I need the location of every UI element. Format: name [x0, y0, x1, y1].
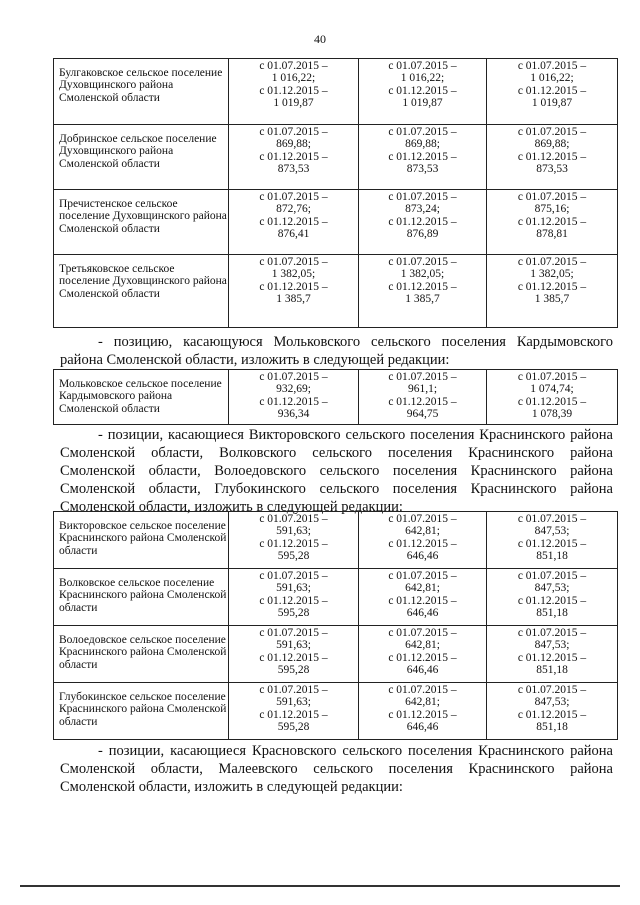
settlement-name: Пречистенское сельское поселение Духовщинского района Смоленской области — [54, 190, 229, 255]
tariff-line: 869,88; — [276, 138, 311, 151]
tariff-line: с 01.12.2015 – — [388, 537, 457, 550]
tariff-cell — [487, 683, 618, 740]
settlement-name: Волоедовское сельское поселение Краснинского района Смоленской области — [54, 626, 229, 683]
tariff-line: с 01.07.2015 – — [517, 513, 587, 525]
tariff-cell — [487, 626, 618, 683]
table-row — [54, 370, 618, 425]
tariff-line: 873,24; — [405, 203, 440, 216]
tariff-cell — [487, 569, 618, 626]
tariff-cell — [487, 190, 618, 255]
tariff-line: с 01.12.2015 – — [259, 651, 328, 664]
tariff-table-krasninsky — [53, 511, 618, 740]
tariff-cell — [229, 683, 359, 740]
tariff-line: с 01.12.2015 – — [517, 395, 587, 408]
tariff-line: с 01.07.2015 – — [259, 627, 328, 639]
tariff-cell — [229, 512, 359, 569]
tariff-line: 1 382,05; — [530, 268, 574, 281]
bottom-rule — [20, 885, 620, 887]
tariff-line: с 01.07.2015 – — [388, 191, 457, 203]
settlement-name: Викторовское сельское поселение Краснинского района Смоленской области — [54, 512, 229, 569]
paragraph-molkovskoe: - позицию, касающуюся Мольковского сельского поселения Кардымовского района Смоленской области, изложить в следующей редакции: — [60, 334, 613, 368]
tariff-line: 595,28 — [277, 663, 310, 676]
tariff-line: с 01.12.2015 – — [388, 280, 457, 293]
tariff-line: с 01.12.2015 – — [259, 395, 328, 408]
tariff-line: с 01.07.2015 – — [259, 371, 328, 383]
tariff-line: с 01.12.2015 – — [517, 594, 587, 607]
tariff-line: 591,63; — [276, 525, 311, 538]
tariff-line: 642,81; — [405, 525, 440, 538]
tariff-line: с 01.12.2015 – — [259, 594, 328, 607]
tariff-cell — [229, 569, 359, 626]
tariff-line: с 01.07.2015 – — [388, 570, 457, 582]
tariff-cell — [229, 125, 359, 190]
tariff-line: с 01.12.2015 – — [517, 215, 587, 228]
settlement-name: Волковское сельское поселение Краснинского района Смоленской области — [54, 569, 229, 626]
tariff-line: с 01.07.2015 – — [259, 126, 328, 138]
tariff-line: 873,53 — [536, 162, 568, 175]
tariff-line: 1 078,39 — [531, 407, 573, 420]
tariff-cell — [229, 370, 359, 425]
tariff-line: 1 016,22; — [271, 72, 316, 85]
tariff-line: с 01.12.2015 – — [259, 280, 328, 293]
tariff-line: с 01.07.2015 – — [517, 684, 587, 696]
settlement-name: Мольковское сельское поселение Кардымовского района Смоленской области — [54, 370, 229, 425]
tariff-line: с 01.12.2015 – — [388, 395, 457, 408]
tariff-line: с 01.07.2015 – — [259, 513, 328, 525]
tariff-line: 873,53 — [277, 162, 310, 175]
tariff-line: 642,81; — [405, 696, 440, 709]
tariff-line: с 01.07.2015 – — [517, 60, 587, 72]
tariff-line: с 01.12.2015 – — [388, 84, 457, 97]
tariff-cell — [359, 255, 487, 328]
tariff-line: с 01.12.2015 – — [517, 280, 587, 293]
tariff-line: 1 385,7 — [534, 292, 570, 305]
table-row — [54, 569, 618, 626]
tariff-cell — [487, 255, 618, 328]
tariff-table-molkovskoe — [53, 369, 618, 425]
tariff-line: 1 385,7 — [276, 292, 311, 305]
tariff-line: 646,46 — [406, 663, 439, 676]
tariff-cell — [359, 59, 487, 125]
tariff-line: с 01.12.2015 – — [388, 708, 457, 721]
tariff-cell — [359, 626, 487, 683]
tariff-line: 869,88; — [534, 138, 570, 151]
page-number: 40 — [314, 32, 326, 46]
tariff-line: с 01.12.2015 – — [259, 84, 328, 97]
tariff-cell — [487, 370, 618, 425]
tariff-cell — [359, 190, 487, 255]
tariff-line: 1 019,87 — [531, 96, 573, 109]
tariff-line: 591,63; — [276, 639, 311, 652]
settlement-name: Глубокинское сельское поселение Краснинского района Смоленской области — [54, 683, 229, 740]
tariff-line: с 01.12.2015 – — [517, 537, 587, 550]
tariff-line: 591,63; — [276, 582, 311, 595]
tariff-line: с 01.07.2015 – — [259, 60, 328, 72]
tariff-line: 932,69; — [276, 383, 311, 396]
tariff-cell — [229, 59, 359, 125]
tariff-line: с 01.12.2015 – — [517, 651, 587, 664]
tariff-line: с 01.07.2015 – — [388, 126, 457, 138]
tariff-line: с 01.07.2015 – — [388, 684, 457, 696]
tariff-line: 872,76; — [276, 203, 311, 216]
tariff-line: 642,81; — [405, 639, 440, 652]
tariff-line: 873,53 — [406, 162, 439, 175]
tariff-line: 1 382,05; — [400, 268, 445, 281]
tariff-line: с 01.12.2015 – — [259, 537, 328, 550]
tariff-line: 595,28 — [277, 720, 310, 733]
tariff-line: с 01.07.2015 – — [388, 256, 457, 268]
tariff-line: с 01.12.2015 – — [517, 150, 587, 163]
tariff-line: с 01.07.2015 – — [517, 191, 587, 203]
tariff-line: 646,46 — [406, 606, 439, 619]
paragraph-krasninsky-four: - позиции, касающиеся Викторовского сельского поселения Краснинского района Смоленской области, Волковского сельского поселения Краснинского района Смоленской области, Волоедовского сельского поселения Краснинского района Смоленской области, Глубокинского сельского поселения Краснинского района Смоленской области, изложить в следующей редакции: — [60, 427, 613, 515]
tariff-line: 1 019,87 — [273, 96, 314, 109]
tariff-line: с 01.07.2015 – — [517, 126, 587, 138]
tariff-line: с 01.12.2015 – — [388, 150, 457, 163]
tariff-line: 595,28 — [277, 606, 310, 619]
tariff-line: 1 016,22; — [400, 72, 445, 85]
tariff-line: 1 074,74; — [530, 383, 574, 396]
tariff-line: 847,53; — [534, 639, 570, 652]
tariff-line: с 01.12.2015 – — [388, 651, 457, 664]
tariff-line: 1 016,22; — [530, 72, 574, 85]
tariff-cell — [229, 255, 359, 328]
table-row — [54, 125, 618, 190]
tariff-line: с 01.07.2015 – — [259, 684, 328, 696]
tariff-cell — [229, 190, 359, 255]
tariff-line: 876,89 — [406, 227, 439, 240]
tariff-cell — [487, 125, 618, 190]
tariff-line: с 01.12.2015 – — [259, 215, 328, 228]
tariff-line: 936,34 — [277, 407, 310, 420]
tariff-line: 847,53; — [534, 525, 570, 538]
tariff-line: с 01.07.2015 – — [259, 191, 328, 203]
tariff-line: 1 385,7 — [405, 292, 440, 305]
tariff-table-dukhovshchinsky — [53, 58, 618, 328]
tariff-line: с 01.07.2015 – — [259, 256, 328, 268]
tariff-cell — [359, 512, 487, 569]
tariff-cell — [487, 512, 618, 569]
tariff-cell — [359, 370, 487, 425]
tariff-line: с 01.07.2015 – — [388, 371, 457, 383]
tariff-line: 961,1; — [407, 383, 438, 396]
tariff-line: 847,53; — [534, 582, 570, 595]
tariff-cell — [229, 626, 359, 683]
tariff-line: 646,46 — [406, 549, 439, 562]
table-row — [54, 59, 618, 125]
tariff-line: 851,18 — [536, 549, 568, 562]
tariff-line: с 01.12.2015 – — [517, 84, 587, 97]
tariff-line: 642,81; — [405, 582, 440, 595]
settlement-name: Третьяковское сельское поселение Духовщинского района Смоленской области — [54, 255, 229, 328]
tariff-line: 1 019,87 — [402, 96, 443, 109]
tariff-line: с 01.07.2015 – — [388, 513, 457, 525]
tariff-line: 591,63; — [276, 696, 311, 709]
tariff-line: с 01.07.2015 – — [259, 570, 328, 582]
tariff-line: с 01.07.2015 – — [517, 256, 587, 268]
tariff-line: 878,81 — [536, 227, 568, 240]
tariff-line: 646,46 — [406, 720, 439, 733]
tariff-line: с 01.07.2015 – — [517, 570, 587, 582]
tariff-line: с 01.07.2015 – — [517, 627, 587, 639]
tariff-line: 869,88; — [405, 138, 440, 151]
table-row — [54, 683, 618, 740]
tariff-line: с 01.12.2015 – — [517, 708, 587, 721]
tariff-line: с 01.12.2015 – — [388, 215, 457, 228]
table-row — [54, 255, 618, 328]
tariff-line: с 01.12.2015 – — [259, 150, 328, 163]
tariff-cell — [359, 125, 487, 190]
tariff-line: 595,28 — [277, 549, 310, 562]
tariff-line: 876,41 — [277, 227, 310, 240]
tariff-line: 851,18 — [536, 720, 568, 733]
tariff-line: 851,18 — [536, 606, 568, 619]
settlement-name: Булгаковское сельское поселение Духовщинского района Смоленской области — [54, 59, 229, 125]
table-row — [54, 190, 618, 255]
tariff-line: с 01.12.2015 – — [259, 708, 328, 721]
paragraph-krasnovskoe-maleevskoe: - позиции, касающиеся Красновского сельского поселения Краснинского района Смоленской области, Малеевского сельского поселения Краснинского района Смоленской области, изложить в следующей редакции: — [60, 743, 613, 795]
tariff-cell — [487, 59, 618, 125]
tariff-cell — [359, 683, 487, 740]
settlement-name: Добринское сельское поселение Духовщинского района Смоленской области — [54, 125, 229, 190]
tariff-line: 964,75 — [406, 407, 439, 420]
tariff-line: с 01.12.2015 – — [388, 594, 457, 607]
tariff-line: 1 382,05; — [271, 268, 316, 281]
tariff-line: 875,16; — [534, 203, 570, 216]
tariff-line: с 01.07.2015 – — [388, 627, 457, 639]
table-row — [54, 626, 618, 683]
tariff-line: с 01.07.2015 – — [517, 371, 587, 383]
tariff-line: 847,53; — [534, 696, 570, 709]
tariff-line: с 01.07.2015 – — [388, 60, 457, 72]
table-row — [54, 512, 618, 569]
tariff-cell — [359, 569, 487, 626]
tariff-line: 851,18 — [536, 663, 568, 676]
